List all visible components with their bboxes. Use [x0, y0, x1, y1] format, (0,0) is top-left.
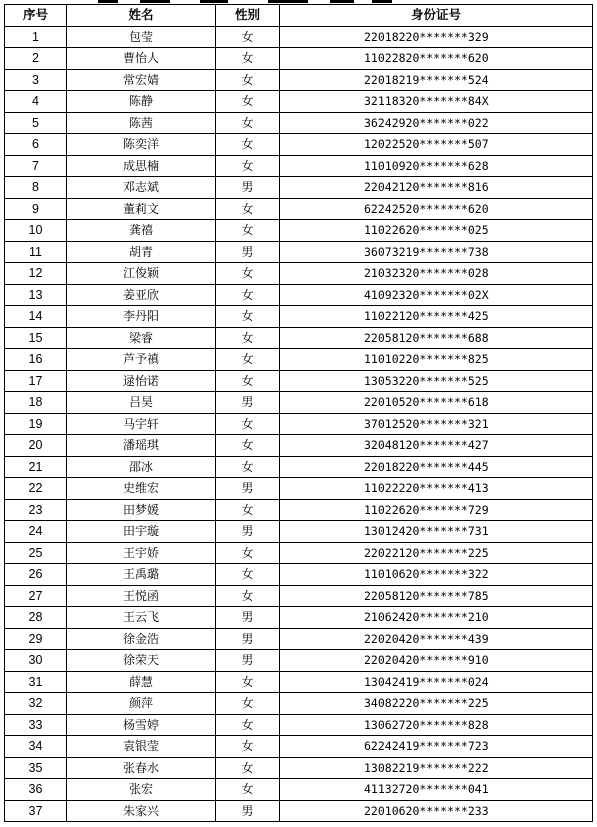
cell-gender: 女: [216, 26, 280, 48]
cell-name: 袁银莹: [67, 736, 216, 758]
cell-name: 史维宏: [67, 478, 216, 500]
cell-no: 33: [5, 714, 67, 736]
cell-id-number: 22020420*******439: [280, 628, 593, 650]
table-row: [5, 349, 593, 371]
cell-gender: 女: [216, 435, 280, 457]
cell-gender: 女: [216, 779, 280, 801]
cell-name: 梁睿: [67, 327, 216, 349]
cell-name: 田梦媛: [67, 499, 216, 521]
cell-no: 16: [5, 349, 67, 371]
cell-gender: 女: [216, 69, 280, 91]
cell-no: 1: [5, 26, 67, 48]
cell-gender: 女: [216, 671, 280, 693]
cell-id-number: 12022520*******507: [280, 134, 593, 156]
cell-name: 王悦函: [67, 585, 216, 607]
cell-id-number: 37012520*******321: [280, 413, 593, 435]
cell-no: 13: [5, 284, 67, 306]
table-row: [5, 241, 593, 263]
cell-no: 37: [5, 800, 67, 822]
cell-no: 30: [5, 650, 67, 672]
cell-gender: 女: [216, 757, 280, 779]
cell-id-number: 41092320*******02X: [280, 284, 593, 306]
table-body: [5, 26, 593, 822]
cell-name: 逯怡诺: [67, 370, 216, 392]
cell-name: 潘瑶琪: [67, 435, 216, 457]
cell-name: 张宏: [67, 779, 216, 801]
table-row: [5, 413, 593, 435]
cell-no: 20: [5, 435, 67, 457]
cell-id-number: 11022220*******413: [280, 478, 593, 500]
cell-gender: 女: [216, 263, 280, 285]
cell-gender: 女: [216, 714, 280, 736]
cell-gender: 女: [216, 370, 280, 392]
cell-name: 薛慧: [67, 671, 216, 693]
cell-no: 36: [5, 779, 67, 801]
cell-id-number: 21032320*******028: [280, 263, 593, 285]
cell-id-number: 34082220*******225: [280, 693, 593, 715]
cell-no: 10: [5, 220, 67, 242]
cell-no: 24: [5, 521, 67, 543]
cell-gender: 女: [216, 198, 280, 220]
cell-id-number: 22058120*******785: [280, 585, 593, 607]
cell-no: 19: [5, 413, 67, 435]
table-row: [5, 370, 593, 392]
cell-gender: 男: [216, 521, 280, 543]
cell-no: 14: [5, 306, 67, 328]
table-row: [5, 327, 593, 349]
cell-id-number: 22042120*******816: [280, 177, 593, 199]
table-row: [5, 134, 593, 156]
cell-id-number: 22018220*******445: [280, 456, 593, 478]
cell-no: 34: [5, 736, 67, 758]
cell-id-number: 36242920*******022: [280, 112, 593, 134]
cell-gender: 男: [216, 628, 280, 650]
table-row: [5, 306, 593, 328]
cell-gender: 女: [216, 542, 280, 564]
cell-name: 常宏婧: [67, 69, 216, 91]
table-row: [5, 628, 593, 650]
cell-id-number: 22020420*******910: [280, 650, 593, 672]
cell-no: 11: [5, 241, 67, 263]
cell-name: 陈静: [67, 91, 216, 113]
table-row: [5, 155, 593, 177]
table-row: [5, 48, 593, 70]
cell-no: 9: [5, 198, 67, 220]
cell-name: 胡青: [67, 241, 216, 263]
cell-gender: 女: [216, 585, 280, 607]
table-row: [5, 564, 593, 586]
cell-gender: 女: [216, 693, 280, 715]
cell-name: 吕昊: [67, 392, 216, 414]
cell-name: 董莉文: [67, 198, 216, 220]
cell-name: 王宇娇: [67, 542, 216, 564]
cell-no: 23: [5, 499, 67, 521]
cell-gender: 女: [216, 306, 280, 328]
cell-name: 邵冰: [67, 456, 216, 478]
cell-no: 7: [5, 155, 67, 177]
cell-id-number: 13062720*******828: [280, 714, 593, 736]
cell-id-number: 62242419*******723: [280, 736, 593, 758]
cell-id-number: 13082219*******222: [280, 757, 593, 779]
cell-name: 徐金浩: [67, 628, 216, 650]
cell-gender: 男: [216, 177, 280, 199]
table-row: [5, 521, 593, 543]
cell-gender: 女: [216, 499, 280, 521]
table-row: [5, 392, 593, 414]
table-row: [5, 499, 593, 521]
cell-no: 4: [5, 91, 67, 113]
student-id-table: [4, 4, 593, 822]
table-row: [5, 284, 593, 306]
cell-gender: 女: [216, 112, 280, 134]
cell-id-number: 22010620*******233: [280, 800, 593, 822]
table-row: [5, 650, 593, 672]
cell-name: 邓志斌: [67, 177, 216, 199]
table-row: [5, 671, 593, 693]
cell-gender: 女: [216, 284, 280, 306]
table-row: [5, 456, 593, 478]
cell-id-number: 41132720*******041: [280, 779, 593, 801]
table-row: [5, 263, 593, 285]
cell-gender: 女: [216, 134, 280, 156]
table-row: [5, 478, 593, 500]
cell-name: 杨雪婷: [67, 714, 216, 736]
cell-gender: 女: [216, 220, 280, 242]
table-row: [5, 800, 593, 822]
cell-id-number: 11022120*******425: [280, 306, 593, 328]
cell-gender: 男: [216, 241, 280, 263]
table-row: [5, 693, 593, 715]
header-gender: 性别: [216, 5, 280, 27]
cell-name: 龚禧: [67, 220, 216, 242]
cell-no: 3: [5, 69, 67, 91]
cell-no: 28: [5, 607, 67, 629]
cell-name: 颜萍: [67, 693, 216, 715]
cell-gender: 女: [216, 564, 280, 586]
table-row: [5, 585, 593, 607]
table-row: [5, 736, 593, 758]
cell-no: 21: [5, 456, 67, 478]
table-row: [5, 779, 593, 801]
cell-no: 6: [5, 134, 67, 156]
cell-name: 成思楠: [67, 155, 216, 177]
cell-gender: 男: [216, 607, 280, 629]
table-row: [5, 542, 593, 564]
table-row: [5, 435, 593, 457]
cell-id-number: 11022620*******729: [280, 499, 593, 521]
cell-gender: 男: [216, 650, 280, 672]
cell-id-number: 32048120*******427: [280, 435, 593, 457]
cell-gender: 男: [216, 478, 280, 500]
cell-name: 陈奕洋: [67, 134, 216, 156]
cell-no: 5: [5, 112, 67, 134]
cell-no: 29: [5, 628, 67, 650]
cell-gender: 女: [216, 155, 280, 177]
cell-no: 32: [5, 693, 67, 715]
cell-no: 15: [5, 327, 67, 349]
cell-id-number: 13012420*******731: [280, 521, 593, 543]
table-row: [5, 26, 593, 48]
header-no: 序号: [5, 5, 67, 27]
cell-no: 26: [5, 564, 67, 586]
table-row: [5, 220, 593, 242]
header-name: 姓名: [67, 5, 216, 27]
cell-name: 徐荣天: [67, 650, 216, 672]
cell-no: 31: [5, 671, 67, 693]
cell-id-number: 11022820*******620: [280, 48, 593, 70]
cell-id-number: 62242520*******620: [280, 198, 593, 220]
table-header-row: [5, 5, 593, 27]
cell-name: 姜亚欣: [67, 284, 216, 306]
cell-no: 35: [5, 757, 67, 779]
cell-id-number: 32118320*******84X: [280, 91, 593, 113]
cell-name: 曹怡人: [67, 48, 216, 70]
cell-no: 8: [5, 177, 67, 199]
cell-no: 22: [5, 478, 67, 500]
cell-no: 27: [5, 585, 67, 607]
cell-name: 马宇轩: [67, 413, 216, 435]
cell-id-number: 13053220*******525: [280, 370, 593, 392]
cell-no: 12: [5, 263, 67, 285]
table-row: [5, 177, 593, 199]
cell-gender: 女: [216, 48, 280, 70]
cell-name: 田宇璇: [67, 521, 216, 543]
cell-name: 王云飞: [67, 607, 216, 629]
cell-id-number: 22018219*******524: [280, 69, 593, 91]
cell-id-number: 22058120*******688: [280, 327, 593, 349]
cell-name: 王禹璐: [67, 564, 216, 586]
cell-name: 张春水: [67, 757, 216, 779]
cell-id-number: 11010920*******628: [280, 155, 593, 177]
cell-gender: 女: [216, 349, 280, 371]
table-row: [5, 112, 593, 134]
cell-name: 芦予禛: [67, 349, 216, 371]
cell-id-number: 21062420*******210: [280, 607, 593, 629]
cell-id-number: 11010620*******322: [280, 564, 593, 586]
cell-name: 李丹阳: [67, 306, 216, 328]
cell-no: 18: [5, 392, 67, 414]
header-id-number: 身份证号: [280, 5, 593, 27]
cell-name: 江俊颖: [67, 263, 216, 285]
cell-name: 陈茜: [67, 112, 216, 134]
cell-gender: 女: [216, 456, 280, 478]
cell-id-number: 36073219*******738: [280, 241, 593, 263]
cell-gender: 男: [216, 392, 280, 414]
table-row: [5, 91, 593, 113]
cell-id-number: 22022120*******225: [280, 542, 593, 564]
cell-no: 2: [5, 48, 67, 70]
cell-id-number: 11022620*******025: [280, 220, 593, 242]
table-row: [5, 757, 593, 779]
cell-gender: 男: [216, 800, 280, 822]
cell-id-number: 22018220*******329: [280, 26, 593, 48]
cell-name: 包莹: [67, 26, 216, 48]
cell-id-number: 11010220*******825: [280, 349, 593, 371]
table-row: [5, 607, 593, 629]
cell-no: 17: [5, 370, 67, 392]
table-row: [5, 198, 593, 220]
cell-gender: 女: [216, 327, 280, 349]
table-row: [5, 69, 593, 91]
cell-gender: 女: [216, 413, 280, 435]
cell-name: 朱家兴: [67, 800, 216, 822]
cell-gender: 女: [216, 91, 280, 113]
cell-no: 25: [5, 542, 67, 564]
cell-gender: 女: [216, 736, 280, 758]
cell-id-number: 13042419*******024: [280, 671, 593, 693]
table-row: [5, 714, 593, 736]
cell-id-number: 22010520*******618: [280, 392, 593, 414]
